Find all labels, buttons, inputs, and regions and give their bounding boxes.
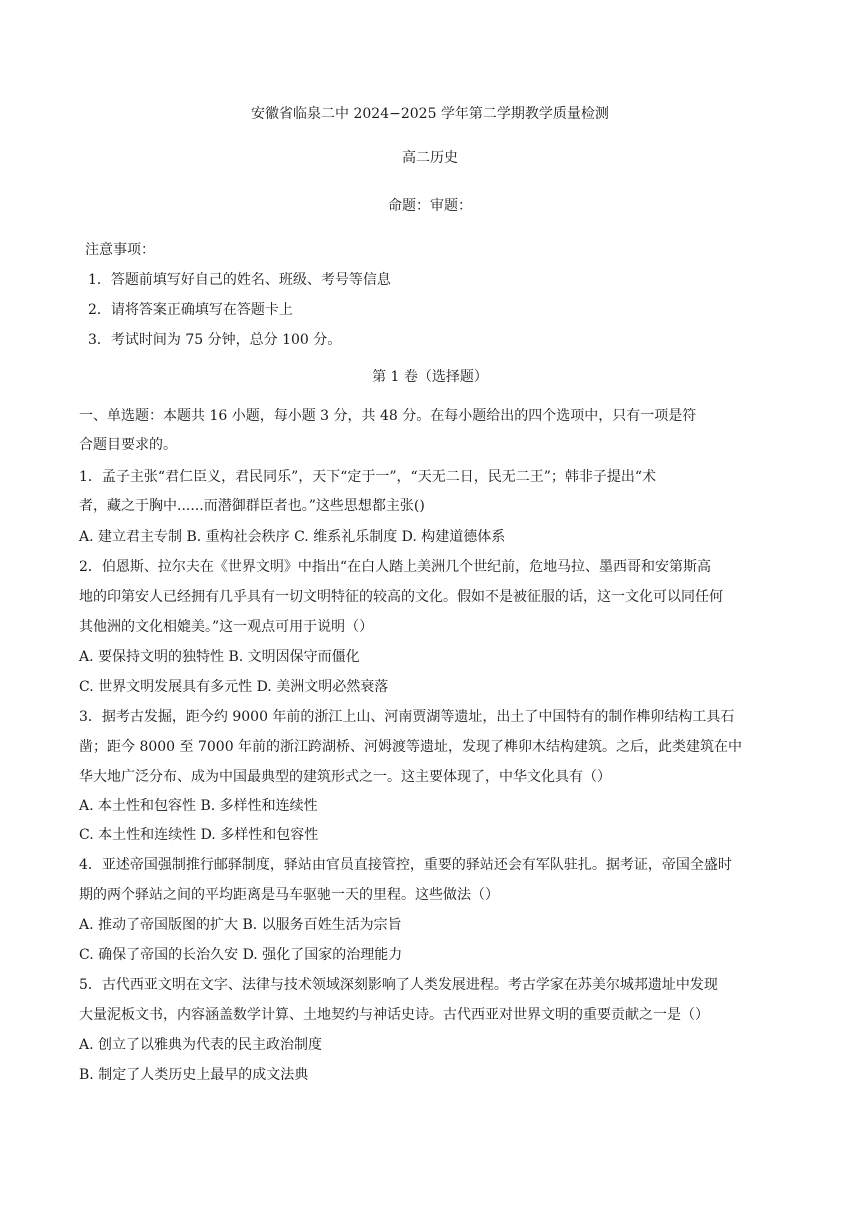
question-options: A. 创立了以雅典为代表的民主政治制度 xyxy=(79,1037,323,1053)
question-stem: 5．古代西亚文明在文字、法律与技术领域深刻影响了人类发展进程。考古学家在苏美尔城邦遗址中发现 xyxy=(79,977,718,993)
question-stem: 1．孟子主张“君仁臣义，君民同乐”，天下“定于一”，“天无二日，民无二王”；韩非子提出“术 xyxy=(79,469,657,485)
question-options: C. 本土性和连续性 D. 多样性和包容性 xyxy=(79,827,319,843)
section-title: 第 1 卷（选择题） xyxy=(372,369,488,385)
author-line: 命题：审题： xyxy=(388,198,472,214)
question-options: A. 建立君主专制 B. 重构社会秩序 C. 维系礼乐制度 D. 构建道德体系 xyxy=(79,529,506,545)
question-stem: 大量泥板文书，内容涵盖数学计算、土地契约与神话史诗。古代西亚对世界文明的重要贡献之一是（） xyxy=(79,1007,709,1023)
notice-item: 3．考试时间为 75 分钟，总分 100 分。 xyxy=(88,332,342,348)
question-stem: 凿；距今 8000 至 7000 年前的浙江跨湖桥、河姆渡等遗址，发现了榫卯木结构建筑。之后，此类建筑在中 xyxy=(79,739,743,755)
question-stem: 其他洲的文化相媲美。”这一观点可用于说明（） xyxy=(79,619,374,635)
question-stem: 3．据考古发掘，距今约 9000 年前的浙江上山、河南贾湖等遗址，出土了中国特有的制作榫卯结构工具石 xyxy=(79,709,735,725)
notice-item: 1．答题前填写好自己的姓名、班级、考号等信息 xyxy=(88,272,391,288)
question-stem: 4．亚述帝国强制推行邮驿制度，驿站由官员直接管控，重要的驿站还会有军队驻扎。据考证，帝国全盛时 xyxy=(79,857,732,873)
question-options: B. 制定了人类历史上最早的成文法典 xyxy=(79,1067,309,1083)
notice-heading: 注意事项： xyxy=(85,242,155,258)
question-stem: 者，藏之于胸中......而潜御群臣者也。”这些思想都主张() xyxy=(79,498,425,514)
question-options: A. 要保持文明的独特性 B. 文明因保守而僵化 xyxy=(79,649,360,665)
question-stem: 华大地广泛分布、成为中国最典型的建筑形式之一。这主要体现了，中华文化具有（） xyxy=(79,769,611,785)
question-options: C. 世界文明发展具有多元性 D. 美洲文明必然衰落 xyxy=(79,679,389,695)
question-options: A. 本土性和包容性 B. 多样性和连续性 xyxy=(79,798,318,814)
question-options: A. 推动了帝国版图的扩大 B. 以服务百姓生活为宗旨 xyxy=(79,917,402,933)
section-intro: 合题目要求的。 xyxy=(79,437,177,453)
section-intro: 一、单选题：本题共 16 小题，每小题 3 分，共 48 分。在每小题给出的四个选项中，只有一项是符 xyxy=(79,408,697,424)
question-stem: 期的两个驿站之间的平均距离是马车驱驰一天的里程。这些做法（） xyxy=(79,887,499,903)
question-options: C. 确保了帝国的长治久安 D. 强化了国家的治理能力 xyxy=(79,947,403,963)
notice-item: 2．请将答案正确填写在答题卡上 xyxy=(88,302,293,318)
subject-title: 高二历史 xyxy=(402,150,458,166)
question-stem: 2．伯恩斯、拉尔夫在《世界文明》中指出“在白人踏上美洲几个世纪前，危地马拉、墨西哥和安第斯高 xyxy=(79,559,712,575)
question-stem: 地的印第安人已经拥有几乎具有一切文明特征的较高的文化。假如不是被征服的话，这一文化可以同任何 xyxy=(79,589,723,605)
exam-title: 安徽省临泉二中 2024−2025 学年第二学期教学质量检测 xyxy=(251,106,609,122)
